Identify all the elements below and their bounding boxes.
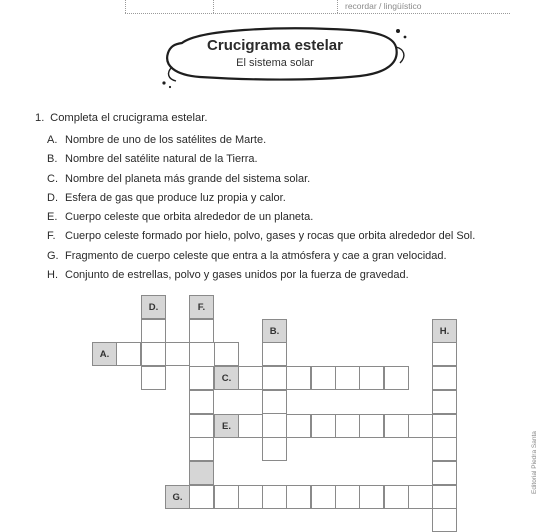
clue-item: B. Nombre del satélite natural de la Tierra. [47,153,258,166]
crossword-cell[interactable] [432,390,457,414]
crossword-cell[interactable] [432,342,457,366]
crossword-cell[interactable] [408,414,433,438]
crossword-cell[interactable] [214,485,239,509]
clue-item: D. Esfera de gas que produce luz propia y calor. [47,191,286,204]
crossword-cell[interactable] [384,414,409,438]
crossword-cell[interactable] [335,414,360,438]
clue-label-f: F. [189,295,214,319]
crossword-cell[interactable] [432,508,457,532]
activity-number: 1. [35,112,45,124]
clue-list [47,131,475,285]
crossword-cell[interactable] [286,485,311,509]
clue-item: A. Nombre de uno de los satélites de Marte. [47,134,267,146]
crossword-cell[interactable] [311,485,336,509]
crossword-cell[interactable] [432,461,457,485]
clue-item: F. Cuerpo celeste formado por hielo, polvo, gases y rocas que orbita alrededor del Sol. [47,230,476,243]
crossword-cell[interactable] [262,485,287,509]
crossword-cell[interactable] [286,414,311,438]
clue-label-b: B. [262,319,287,343]
crossword-cell[interactable] [189,390,214,414]
shaded-cell [189,461,214,485]
crossword-cell[interactable] [262,437,287,461]
crossword-cell[interactable] [238,366,263,390]
crossword-cell[interactable] [141,342,166,366]
top-tag: recordar / lingüístico [345,1,422,11]
crossword-cell[interactable] [141,319,166,343]
page-subtitle: El sistema solar [236,57,314,69]
crossword-cell[interactable] [286,366,311,390]
crossword-cell[interactable] [359,414,384,438]
top-divider [125,0,126,13]
crossword-cell[interactable] [214,342,239,366]
clue-label-g: G. [165,485,190,509]
top-divider [213,0,214,13]
top-dotted-line [125,13,510,14]
clue-label-a: A. [92,342,117,366]
crossword-cell[interactable] [189,414,214,438]
crossword-cell[interactable] [141,366,166,390]
crossword-cell[interactable] [189,319,214,343]
crossword-cell[interactable] [384,366,409,390]
crossword-cell[interactable] [335,366,360,390]
crossword-cell[interactable] [311,366,336,390]
crossword-cell[interactable] [116,342,141,366]
crossword-cell[interactable] [238,414,263,438]
crossword-cell[interactable] [335,485,360,509]
top-divider [337,0,338,13]
crossword-cell[interactable] [262,390,287,414]
crossword-cell[interactable] [262,342,287,366]
crossword-cell[interactable] [432,414,457,438]
clue-label-e: E. [214,414,239,438]
crossword-cell[interactable] [359,485,384,509]
clue-label-h: H. [432,319,457,343]
clue-label-c: C. [214,366,239,390]
clue-item: E. Cuerpo celeste que orbita alrededor de un planeta. [47,211,314,224]
clue-label-d: D. [141,295,166,319]
crossword-cell[interactable] [359,366,384,390]
crossword-cell[interactable] [262,366,287,390]
crossword-cell[interactable] [189,437,214,461]
publisher-credit: Editorial Piedra Santa [531,431,538,494]
crossword-cell[interactable] [432,437,457,461]
crossword-cell[interactable] [238,485,263,509]
clue-item: G. Fragmento de cuerpo celeste que entra a la atmósfera y cae a gran velocidad. [47,249,447,262]
crossword-cell[interactable] [189,366,214,390]
crossword-cell[interactable] [189,485,214,509]
instruction-text: Completa el crucigrama estelar. [50,112,208,124]
clue-item: H. Conjunto de estrellas, polvo y gases unidos por la fuerza de gravedad. [47,269,409,282]
clue-item: C. Nombre del planeta más grande del sistema solar. [47,172,311,185]
activity-instruction [35,112,207,124]
crossword-cell[interactable] [165,342,190,366]
top-band [0,0,550,16]
page-title: Crucigrama estelar [207,37,343,54]
crossword-cell[interactable] [384,485,409,509]
title-banner [160,23,410,93]
crossword-cell[interactable] [408,485,433,509]
crossword-cell[interactable] [432,366,457,390]
crossword-cell[interactable] [432,485,457,509]
crossword-cell[interactable] [311,414,336,438]
